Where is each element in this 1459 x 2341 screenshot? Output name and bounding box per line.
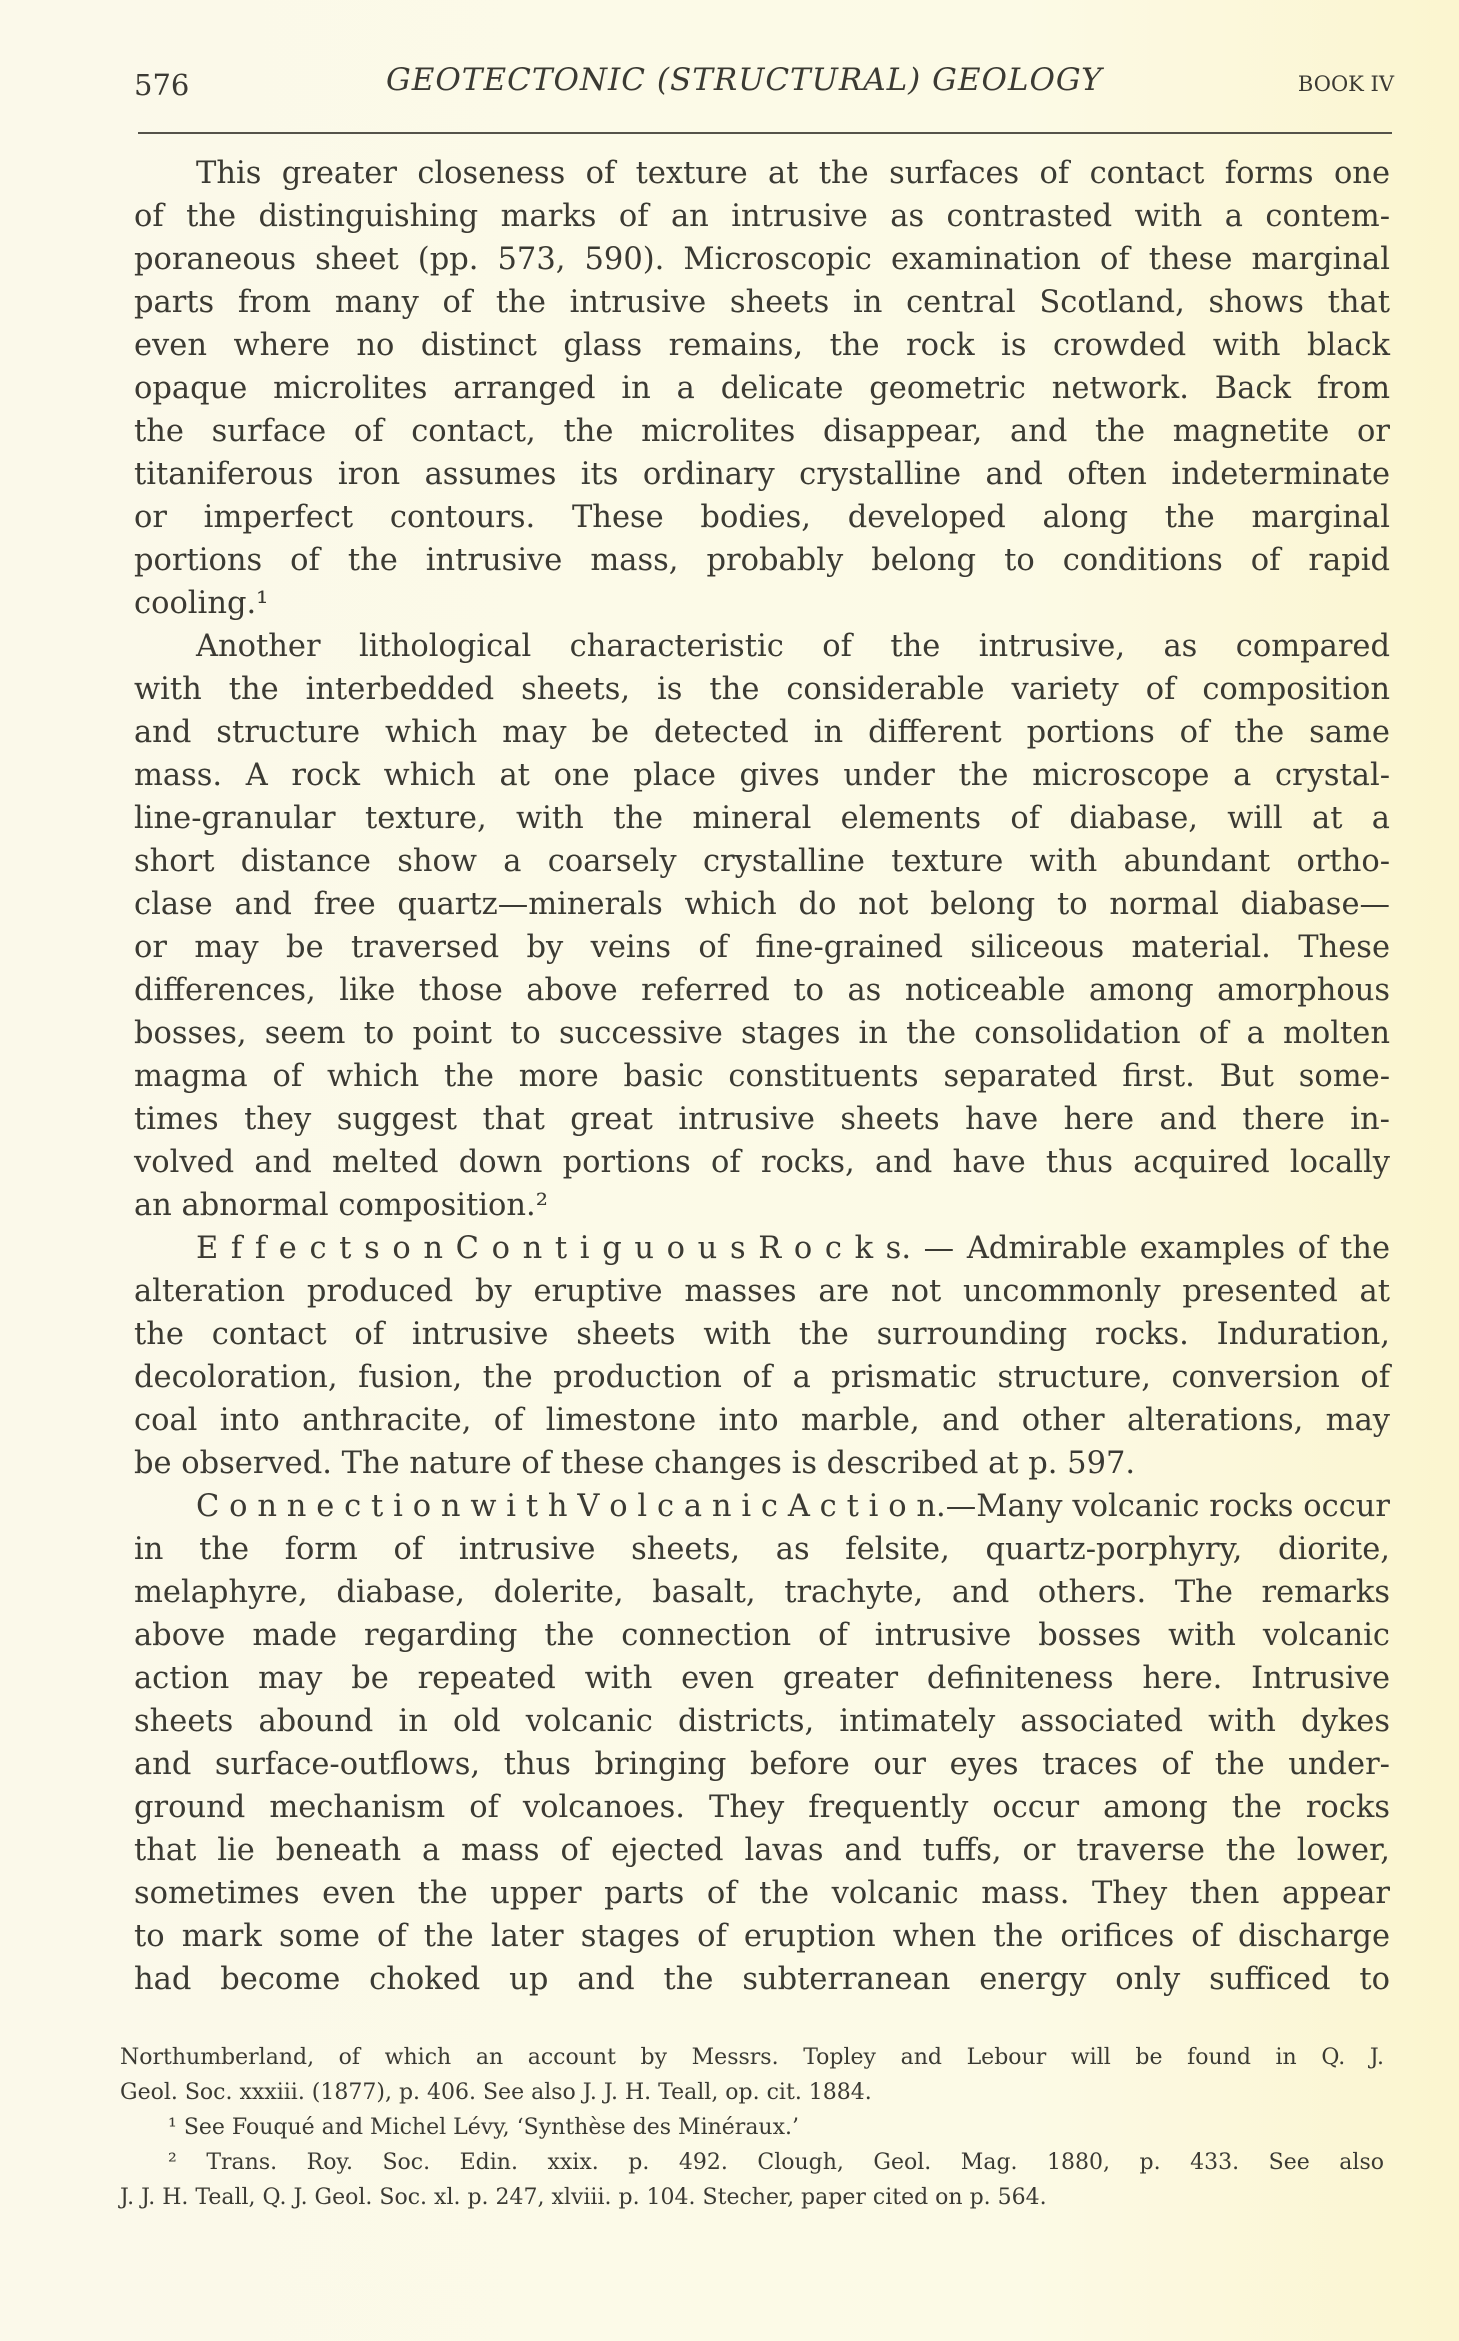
text-line: line-granular texture, with the mineral elements of diabase, will at a bbox=[134, 801, 1390, 836]
footnotes bbox=[120, 2040, 1384, 2215]
page-number: 576 bbox=[134, 68, 190, 102]
text-line: even where no distinct glass remains, the rock is crowded with black bbox=[134, 328, 1390, 363]
text-line: cooling.¹ bbox=[134, 586, 269, 621]
text-line: magma of which the more basic constituents separated first. But some- bbox=[134, 1059, 1390, 1094]
text-line: to mark some of the later stages of eruption when the orifices of discharge bbox=[134, 1919, 1390, 1954]
text-line: be observed. The nature of these changes is described at p. 597. bbox=[134, 1446, 1136, 1481]
header-rule bbox=[138, 132, 1392, 134]
text-line: with the interbedded sheets, is the considerable variety of composition bbox=[134, 672, 1390, 707]
text-line: E f f e c t s o n C o n t i g u o u s R o c k s. — Admirable examples of the bbox=[196, 1231, 1390, 1266]
text-line: parts from many of the intrusive sheets in central Scotland, shows that bbox=[134, 285, 1390, 320]
text-line: and structure which may be detected in different portions of the same bbox=[134, 715, 1390, 750]
text-line: poraneous sheet (pp. 573, 590). Microscopic examination of these marginal bbox=[134, 242, 1390, 277]
text-line: coal into anthracite, of limestone into marble, and other alterations, may bbox=[134, 1403, 1390, 1438]
text-line: and surface-outflows, thus bringing before our eyes traces of the under- bbox=[134, 1747, 1390, 1782]
text-line: an abnormal composition.² bbox=[134, 1188, 548, 1223]
text-line: clase and free quartz—minerals which do not belong to normal diabase— bbox=[134, 887, 1390, 922]
book-label: BOOK IV bbox=[1297, 72, 1394, 96]
text-line: mass. A rock which at one place gives under the microscope a crystal- bbox=[134, 758, 1390, 793]
text-line: volved and melted down portions of rocks, and have thus acquired locally bbox=[134, 1145, 1390, 1180]
running-header bbox=[134, 62, 1394, 112]
text-line: times they suggest that great intrusive sheets have here and there in- bbox=[134, 1102, 1390, 1137]
text-line: This greater closeness of texture at the surfaces of contact forms one bbox=[196, 156, 1390, 191]
footnote-line: ¹ See Fouqué and Michel Lévy, ‘Synthèse des Minéraux.’ bbox=[168, 2115, 799, 2140]
footnote-line: J. J. H. Teall, Q. J. Geol. Soc. xl. p. 247, xlviii. p. 104. Stecher, paper cited on p. 564. bbox=[120, 2185, 1047, 2210]
text-line: differences, like those above referred to as noticeable among amorphous bbox=[134, 973, 1390, 1008]
footnote-line: Geol. Soc. xxxiii. (1877), p. 406. See also J. J. H. Teall, op. cit. 1884. bbox=[120, 2080, 872, 2105]
text-line: in the form of intrusive sheets, as felsite, quartz-porphyry, diorite, bbox=[134, 1532, 1390, 1567]
footnote-line: ² Trans. Roy. Soc. Edin. xxix. p. 492. Clough, Geol. Mag. 1880, p. 433. See also bbox=[168, 2150, 1384, 2175]
footnote-line: Northumberland, of which an account by Messrs. Topley and Lebour will be found in Q. J. bbox=[120, 2045, 1384, 2070]
text-line: above made regarding the connection of intrusive bosses with volcanic bbox=[134, 1618, 1390, 1653]
text-line: of the distinguishing marks of an intrusive as contrasted with a contem- bbox=[134, 199, 1390, 234]
text-line: bosses, seem to point to successive stages in the consolidation of a molten bbox=[134, 1016, 1390, 1051]
text-line: action may be repeated with even greater definiteness here. Intrusive bbox=[134, 1661, 1390, 1696]
text-line: ground mechanism of volcanoes. They frequently occur among the rocks bbox=[134, 1790, 1390, 1825]
text-line: short distance show a coarsely crystalline texture with abundant ortho- bbox=[134, 844, 1390, 879]
text-line: the surface of contact, the microlites disappear, and the magnetite or bbox=[134, 414, 1390, 449]
text-line: decoloration, fusion, the production of a prismatic structure, conversion of bbox=[134, 1360, 1390, 1395]
text-line: the contact of intrusive sheets with the surrounding rocks. Induration, bbox=[134, 1317, 1390, 1352]
text-line: portions of the intrusive mass, probably belong to conditions of rapid bbox=[134, 543, 1390, 578]
body-text bbox=[134, 152, 1390, 2001]
text-line: or imperfect contours. These bodies, developed along the marginal bbox=[134, 500, 1390, 535]
text-line: sometimes even the upper parts of the volcanic mass. They then appear bbox=[134, 1876, 1390, 1911]
text-line: melaphyre, diabase, dolerite, basalt, trachyte, and others. The remarks bbox=[134, 1575, 1390, 1610]
running-title: GEOTECTONIC (STRUCTURAL) GEOLOGY bbox=[386, 62, 1103, 98]
text-line: C o n n e c t i o n w i t h V o l c a n i c A c t i o n.—Many volcanic rocks occur bbox=[196, 1489, 1390, 1524]
text-line: opaque microlites arranged in a delicate geometric network. Back from bbox=[134, 371, 1390, 406]
text-line: titaniferous iron assumes its ordinary crystalline and often indeterminate bbox=[134, 457, 1390, 492]
text-line: or may be traversed by veins of fine-grained siliceous material. These bbox=[134, 930, 1390, 965]
text-line: sheets abound in old volcanic districts, intimately associated with dykes bbox=[134, 1704, 1390, 1739]
text-line: that lie beneath a mass of ejected lavas and tuffs, or traverse the lower, bbox=[134, 1833, 1390, 1868]
text-line: had become choked up and the subterranean energy only sufficed to bbox=[134, 1962, 1390, 1997]
text-line: alteration produced by eruptive masses are not uncommonly presented at bbox=[134, 1274, 1390, 1309]
text-line: Another lithological characteristic of the intrusive, as compared bbox=[196, 629, 1390, 664]
